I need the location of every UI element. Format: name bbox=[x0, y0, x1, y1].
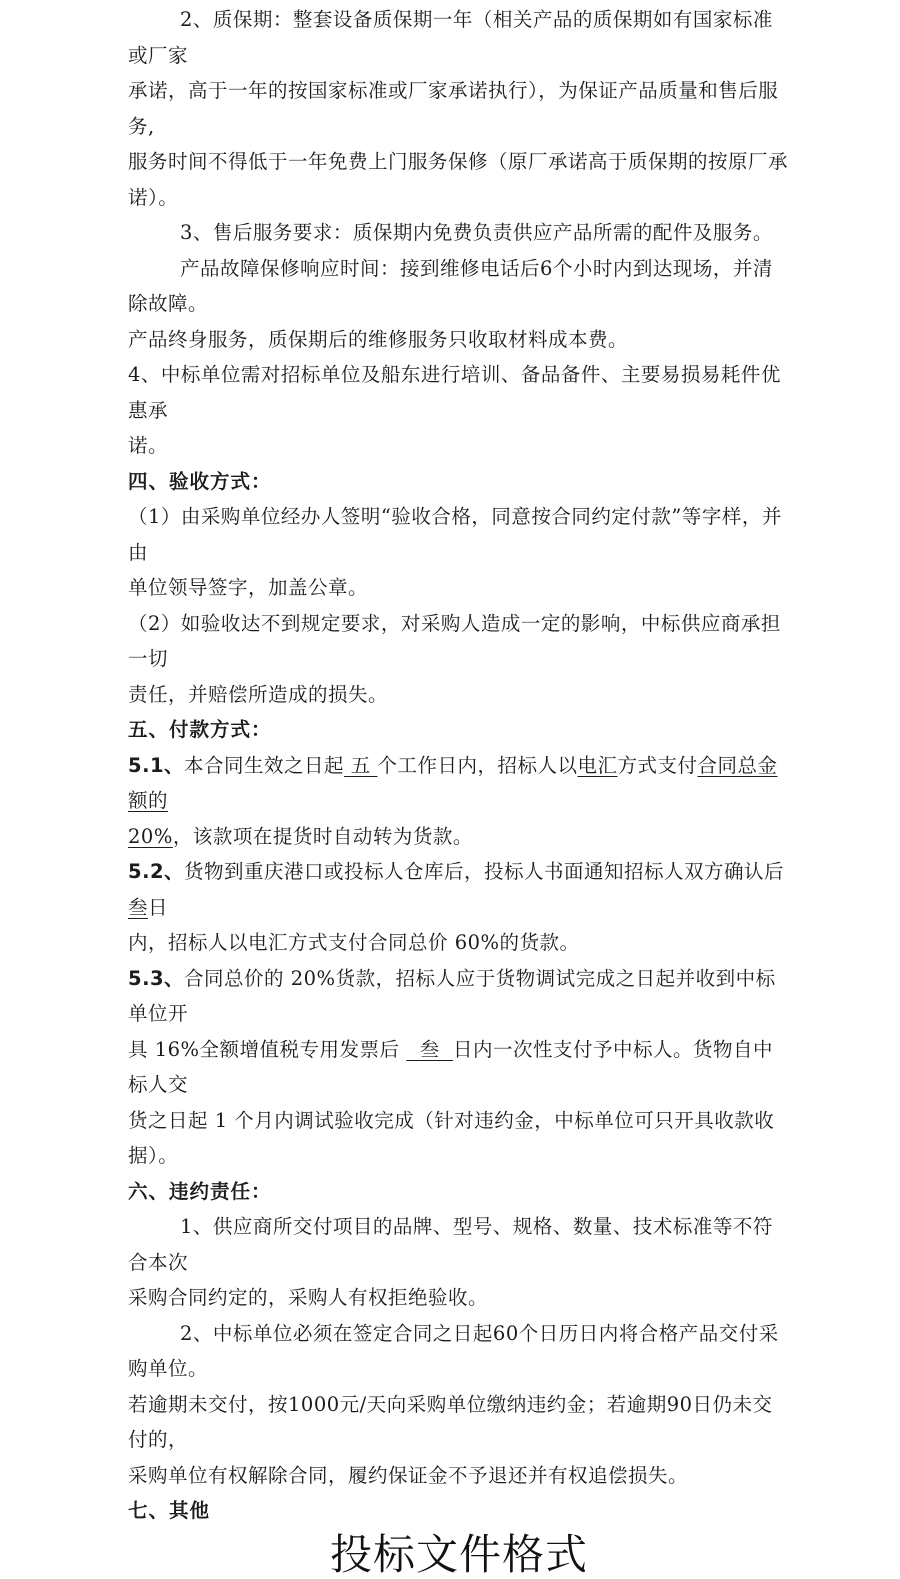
clause-warranty-period: 2、质保期：整套设备质保期一年（相关产品的质保期如有国家标准或厂家 承诺，高于一年的按国家标准或厂家承诺执行），为保证产品质量和售后服务, 服务时间不得低于一年免费上门服务保修（原厂承诺高于质保期的按原厂承诺）。 bbox=[128, 8, 789, 209]
breach-item-2: 2、中标单位必须在签定合同之日起60个日历日内将合格产品交付采购单位。 若逾期未交付，按1000元/天向采购单位缴纳违约金；若逾期90日仍未交付的， 采购单位有权解除合同，履约保证金不予退还并有权追偿损失。 bbox=[128, 1321, 779, 1487]
payment-clause-5-1: 5.1、本合同生效之日起 五 个工作日内，招标人以电汇方式支付合同总金额的 20%，该款项在提货时自动转为货款。 bbox=[128, 753, 778, 848]
payment-clause-5-3: 5.3、合同总价的 20%货款，招标人应于货物调试完成之日起并收到中标单位开 具 16%全额增值税专用发票后 叁 日内一次性支付予中标人。货物自中标人交 货之日起 1 个月内调试验收完成（针对违约金，中标单位可只开具收款收据）。 bbox=[128, 966, 776, 1167]
acceptance-item-2: （2）如验收达不到规定要求，对采购人造成一定的影响，中标供应商承担一切 责任，并赔偿所造成的损失。 bbox=[128, 611, 781, 706]
acceptance-item-1: （1）由采购单位经办人签明“验收合格，同意按合同约定付款”等字样，并由 单位领导签字，加盖公章。 bbox=[128, 505, 782, 599]
bid-document-format-title: 投标文件格式 bbox=[329, 1529, 588, 1579]
heading-breach: 六、违约责任： bbox=[128, 1179, 272, 1203]
heading-payment: 五、付款方式： bbox=[128, 718, 272, 741]
heading-acceptance: 四、验收方式： bbox=[128, 469, 272, 493]
payment-clause-5-2: 5.2、货物到重庆港口或投标人仓库后，投标人书面通知招标人双方确认后叁日 内，招标人以电汇方式支付合同总价 60%的货款。 bbox=[128, 860, 785, 954]
clause-training-commitment: 4、中标单位需对招标单位及船东进行培训、备品备件、主要易损易耗件优惠承 诺。 bbox=[128, 363, 781, 457]
clause-after-sales-requirement: 3、售后服务要求：质保期内免费负责供应产品所需的配件及服务。 bbox=[180, 221, 773, 244]
heading-other: 七、其他 bbox=[128, 1499, 211, 1522]
breach-item-1: 1、供应商所交付项目的品牌、型号、规格、数量、技术标准等不符合本次 采购合同约定的，采购人有权拒绝验收。 bbox=[128, 1215, 773, 1309]
clause-fault-response: 产品故障保修响应时间：接到维修电话后6个小时内到达现场，并清除故障。 产品终身服务，质保期后的维修服务只收取材料成本费。 bbox=[128, 256, 773, 351]
